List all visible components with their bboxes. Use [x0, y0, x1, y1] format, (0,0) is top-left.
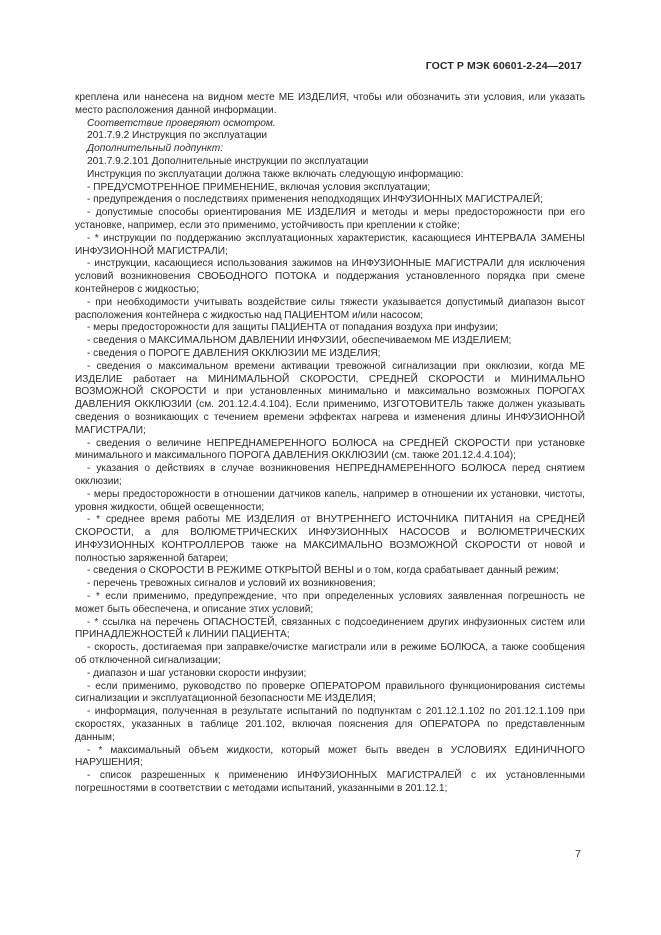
paragraph: 201.7.9.2 Инструкция по эксплуатации: [87, 130, 268, 142]
paragraph: - сведения о максимальном времени активации тревожной сигнализации при окклюзии, когда МЕ ИЗДЕЛИЕ работает на МИНИМАЛЬНОЙ СКОРОСТИ, СРЕДНЕЙ СКОРОСТИ и МИНИМАЛЬНО ВОЗМОЖНОЙ СКОРОСТИ и при установленных минимально и максимально возможных ПОРОГАХ ДАВЛЕНИЯ ОККЛЮЗИИ (см. 201.12.4.4.104). Если применимо, ИЗГОТОВИТЕЛЬ также должен указывать сведения о возникающих с течением времени эффектах нагрева и изменения длины ИНФУЗИОННОЙ МАГИСТРАЛИ;: [75, 360, 585, 436]
paragraph: креплена или нанесена на видном месте МЕ ИЗДЕЛИЯ, чтобы или обозначить эти условия, или указать место расположения данной информации.: [75, 92, 585, 116]
paragraph: - * среднее время работы МЕ ИЗДЕЛИЯ от ВНУТРЕННЕГО ИСТОЧНИКА ПИТАНИЯ на СРЕДНЕЙ СКОРОСТИ, а для ВОЛЮМЕТРИЧЕСКИХ ИНФУЗИОННЫХ НАСОСОВ и ВОЛЮМЕТРИЧЕСКИХ ИНФУЗИОННЫХ КОНТРОЛЛЕРОВ также на МАКСИМАЛЬНО ВОЗМОЖНОЙ СКОРОСТИ от новой и полностью заряженной батареи;: [75, 514, 585, 564]
paragraph: - * максимальный объем жидкости, который может быть введен в УСЛОВИЯХ ЕДИНИЧНОГО НАРУШЕНИЯ;: [75, 744, 585, 769]
paragraph: - инструкции, касающиеся использования зажимов на ИНФУЗИОННЫЕ МАГИСТРАЛИ для исключения условий возникновения СВОБОДНОГО ПОТОКА и поддержания установленного порядка при смене контейнеров с жидкостью;: [75, 258, 585, 295]
paragraph: Дополнительный подпункт:: [87, 143, 224, 155]
paragraph: - сведения о величине НЕПРЕДНАМЕРЕННОГО БОЛЮСА на СРЕДНЕЙ СКОРОСТИ при установке минимального и максимального ПОРОГА ДАВЛЕНИЯ ОККЛЮЗИИ (см. также 201.12.4.4.104);: [75, 437, 585, 462]
paragraph: - допустимые способы ориентирования МЕ ИЗДЕЛИЯ и методы и меры предосторожности при его установке, например, если это применимо, устойчивость при креплении к стойке;: [75, 207, 585, 231]
paragraph: - ПРЕДУСМОТРЕННОЕ ПРИМЕНЕНИЕ, включая условия эксплуатации;: [87, 181, 431, 193]
paragraph: - если применимо, руководство по проверке ОПЕРАТОРОМ правильного функционирования системы сигнализации и эксплуатационной безопасности МЕ ИЗДЕЛИЯ;: [75, 680, 585, 705]
paragraph: - сведения о СКОРОСТИ В РЕЖИМЕ ОТКРЫТОЙ ВЕНЫ и о том, когда срабатывает данный режим;: [87, 565, 559, 577]
paragraph: 201.7.9.2.101 Дополнительные инструкции по эксплуатации: [87, 155, 369, 167]
document-body: [75, 92, 585, 796]
paragraph: - перечень тревожных сигналов и условий их возникновения;: [87, 578, 376, 590]
paragraph: - указания о действиях в случае возникновения НЕПРЕДНАМЕРЕННОГО БОЛЮСА перед снятием окклюзии;: [75, 463, 585, 487]
paragraph: - информация, полученная в результате испытаний по подпунктам с 201.12.1.102 по 201.12.1.109 при скоростях, указанных в таблице 201.102, включая пояснения для ОПЕРАТОРА по представленным данным;: [75, 706, 585, 743]
paragraph: Соответствие проверяют осмотром.: [87, 117, 276, 129]
paragraph: - меры предосторожности для защиты ПАЦИЕНТА от попадания воздуха при инфузии;: [87, 322, 499, 334]
page-number: 7: [575, 848, 581, 860]
paragraph: - при необходимости учитывать воздействие силы тяжести указывается допустимый диапазон высот расположения контейнера с жидкостью над ПАЦИЕНТОМ и/или насосом;: [75, 296, 585, 321]
paragraph: - скорость, достигаемая при заправке/очистке магистрали или в режиме БОЛЮСА, а также сообщения об отключенной сигнализации;: [75, 642, 585, 667]
paragraph: - предупреждения о последствиях применения неподходящих ИНФУЗИОННЫХ МАГИСТРАЛЕЙ;: [87, 194, 543, 206]
paragraph: - * ссылка на перечень ОПАСНОСТЕЙ, связанных с подсоединением других инфузионных систем или ПРИНАДЛЕЖНОСТЕЙ к ЛИНИИ ПАЦИЕНТА;: [75, 616, 585, 641]
paragraph: - список разрешенных к применению ИНФУЗИОННЫХ МАГИСТРАЛЕЙ с их установленными погрешностями в соответствии с методами испытаний, указанными в 201.12.1;: [75, 770, 585, 795]
paragraph: - * если применимо, предупреждение, что при определенных условиях заявленная погрешность не может быть обеспечена, и описание этих условий;: [75, 591, 585, 615]
paragraph: Инструкция по эксплуатации должна также включать следующую информацию:: [87, 168, 464, 180]
paragraph: - * инструкции по поддержанию эксплуатационных характеристик, касающиеся ИНТЕРВАЛА ЗАМЕНЫ ИНФУЗИОННОЙ МАГИСТРАЛИ;: [75, 232, 585, 257]
paragraph: - сведения о ПОРОГЕ ДАВЛЕНИЯ ОККЛЮЗИИ МЕ ИЗДЕЛИЯ;: [87, 347, 381, 359]
paragraph: - меры предосторожности в отношении датчиков капель, например в отношении их установки, чистоты, уровня жидкости, общей освещенности;: [75, 488, 585, 513]
paragraph: - сведения о МАКСИМАЛЬНОМ ДАВЛЕНИИ ИНФУЗИИ, обеспечиваемом МЕ ИЗДЕЛИЕМ;: [87, 335, 512, 347]
paragraph: - диапазон и шаг установки скорости инфузии;: [87, 667, 307, 679]
document-header: ГОСТ Р МЭК 60601-2-24—2017: [425, 60, 582, 72]
